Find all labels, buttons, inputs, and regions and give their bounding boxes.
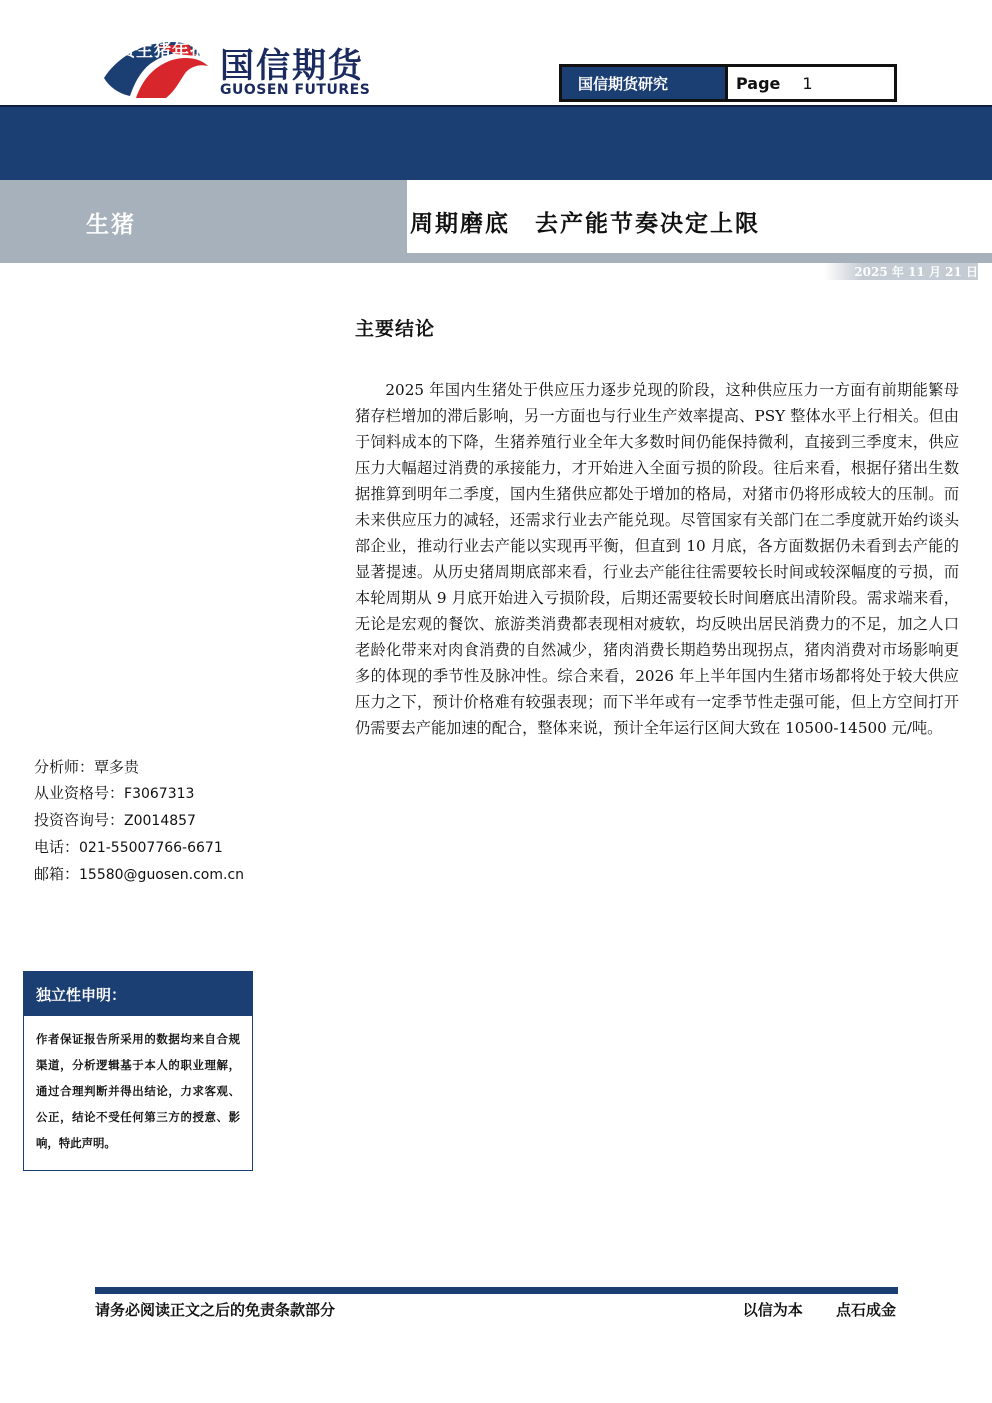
section-title: 主要结论 (355, 318, 436, 340)
analyst-license: F3067313 (124, 786, 195, 802)
page-number: 1 (802, 73, 813, 93)
analyst-name: 覃多贵 (94, 758, 140, 776)
analyst-email[interactable]: 15580@guosen.com.cn (79, 867, 245, 883)
analyst-email-label: 邮箱： (34, 865, 80, 883)
analyst-phone-label: 电话： (34, 838, 80, 856)
logo-chinese-name: 国信期货 (220, 46, 364, 86)
page-indicator (728, 67, 894, 99)
page-label: Page (736, 73, 781, 93)
header-research-box (559, 64, 897, 102)
analyst-consult-row (34, 807, 244, 834)
independence-text: 作者保证报告所采用的数据均来自合规渠道，分析逻辑基于本人的职业理解，通过合理判断并得出结论，力求客观、公正，结论不受任何第三方的授意、影响，特此声明。 (36, 1032, 240, 1150)
report-banner (0, 105, 992, 180)
footer-divider (95, 1287, 898, 1294)
analyst-email-row (34, 861, 244, 888)
category-label: 生猪 (86, 211, 136, 238)
footer-slogan: 以信为本 点石成金 (742, 1301, 896, 1319)
analyst-name-row (34, 754, 244, 780)
report-type: 国信期货生猪年报 (64, 41, 208, 61)
analyst-consult: Z0014857 (124, 813, 196, 829)
title-underline-strip (407, 253, 992, 263)
report-date: 2025 年 11 月 21 日 (824, 263, 978, 280)
analyst-license-label: 从业资格号： (34, 784, 125, 802)
research-label: 国信期货研究 (562, 67, 728, 99)
independence-statement-box (23, 971, 253, 1171)
conclusion-paragraph: 2025 年国内生猪处于供应压力逐步兑现的阶段，这种供应压力一方面有前期能繁母猪存栏增加的滞后影响，另一方面也与行业生产效率提高、PSY 整体水平上行相关。但由于饲料成本的下降，生猪养殖行业全年大多数时间仍能保持微利，直接到三季度末，供应压力大幅超过消费的承接能力，才开始进入全面亏损的阶段。往后来看，根据仔猪出生数据推算到明年二季度，国内生猪供应都处于增加的格局，对猪市仍将形成较大的压制。而未来供应压力的减轻，还需求行业去产能兑现。尽管国家有关部门在二季度就开始约谈头部企业，推动行业去产能以实现再平衡，但直到 10 月底，各方面数据仍未看到去产能的显著提速。从历史猪周期底部来看，行业去产能往往需要较长时间或较深幅度的亏损，而本轮周期从 9 月底开始进入亏损阶段，后期还需要较长时间磨底出清阶段。需求端来看，无论是宏观的餐饮、旅游类消费都表现相对疲软，均反映出居民消费力的不足，加之人口老龄化带来对肉食消费的自然减少，猪肉消费长期趋势出现拐点，猪肉消费对市场影响更多的体现的季节性及脉冲性。综合来看，2026 年上半年国内生猪市场都将处于较大供应压力之下，预计价格难有较强表现；而下半年或有一定季节性走强可能，但上方空间打开仍需要去产能加速的配合，整体来说，预计全年运行区间大致在 10500-14500 元/吨。 (355, 381, 959, 737)
analyst-name-label: 分析师： (34, 758, 95, 776)
logo-english-name: GUOSEN FUTURES (220, 82, 371, 98)
analyst-license-row (34, 780, 244, 807)
footer-disclaimer: 请务必阅读正文之后的免责条款部分 (95, 1301, 336, 1319)
analyst-info (34, 754, 244, 888)
analyst-phone-row (34, 834, 244, 861)
category-panel (0, 180, 407, 263)
independence-title: 独立性申明： (24, 972, 252, 1016)
report-title: 周期磨底 去产能节奏决定上限 (410, 210, 760, 237)
analyst-phone: 021-55007766-6671 (79, 840, 223, 856)
analyst-consult-label: 投资咨询号： (34, 811, 125, 829)
